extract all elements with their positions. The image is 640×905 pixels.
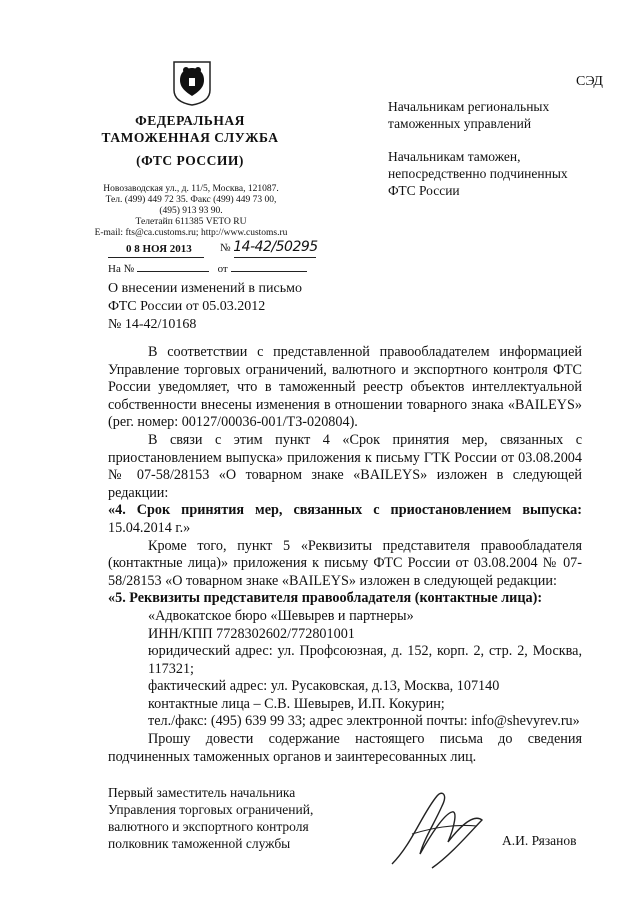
- org-line-2: ТАМОЖЕННАЯ СЛУЖБА: [101, 130, 279, 145]
- bold-text: «4. Срок принятия мер, связанных с приостановлением выпуска:: [108, 502, 582, 519]
- letter-subject: [108, 280, 302, 334]
- registration-date: 0 8 НОЯ 2013: [126, 243, 192, 255]
- detail-line: юридический адрес: ул. Профсоюзная, д. 152, корп. 2, стр. 2, Москва, 117321;: [148, 643, 582, 677]
- subject-line: № 14-42/10168: [108, 317, 197, 332]
- registration-line: [108, 239, 318, 259]
- handwritten-number: 14-42/50295: [233, 239, 318, 255]
- subject-line: ФТС России от 05.03.2012: [108, 299, 266, 314]
- detail-line: фактический адрес: ул. Русаковская, д.13, Москва, 107140: [148, 678, 500, 695]
- detail-line: тел./факс: (495) 639 99 33; адрес электронной почты: info@shevyrev.ru»: [148, 713, 580, 730]
- organization-name: [100, 112, 280, 169]
- phone-2: (495) 913 93 90.: [159, 206, 223, 216]
- signature-row: [108, 784, 582, 884]
- text: 15.04.2014 г.»: [108, 519, 191, 536]
- detail-line: контактные лица – С.В. Шевырев, И.П. Кокурин;: [148, 695, 445, 712]
- bold-text: «5. Реквизиты представителя правообладателя (контактные лица):: [108, 590, 543, 607]
- handwritten-signature: [382, 784, 492, 874]
- email: E-mail: fts@ca.customs.ru; http://www.customs.ru: [94, 228, 288, 238]
- paragraph: [108, 502, 582, 537]
- sed-stamp: СЭД: [576, 74, 603, 89]
- letter-body: [108, 344, 582, 766]
- paragraph: [108, 590, 582, 608]
- phone: Тел. (499) 449 72 35. Факс (499) 449 73 00,: [105, 195, 277, 205]
- position-line: Управления торговых ограничений,: [108, 802, 314, 818]
- recipient: Начальникам таможен, непосредственно подчиненных ФТС России: [388, 149, 568, 198]
- org-line-1: ФЕДЕРАЛЬНАЯ: [135, 113, 245, 128]
- subject-line: О внесении изменений в письмо: [108, 281, 302, 296]
- na-label: На №: [108, 263, 135, 275]
- letter-main: [108, 344, 582, 884]
- number-label: №: [220, 242, 231, 254]
- paragraph: В связи с этим пункт 4 «Срок принятия мер, связанных с приостановлением выпуска» приложения к письму ГТК России от 03.08.2004 № 07-58/28153 «О товарном знаке «BAILEYS» изложен в следующей редакции:: [108, 431, 582, 501]
- position-line: полковник таможенной службы: [108, 836, 291, 852]
- recipient: Начальникам региональных таможенных управлений: [388, 99, 550, 131]
- signatory-position: [108, 784, 348, 852]
- coat-of-arms-emblem: [172, 60, 212, 106]
- paragraph: Прошу довести содержание настоящего письма до сведения подчиненных таможенных органов и заинтересованных лиц.: [108, 731, 582, 765]
- ot-label: от: [217, 263, 228, 275]
- registration-number: [220, 241, 318, 255]
- paragraph: Кроме того, пункт 5 «Реквизиты представителя правообладателя (контактные лица)» приложения к письму ФТС России от 03.08.2004 № 07-58/28153 «О товарном знаке «BAILEYS» изложен в следующей редакции:: [108, 537, 582, 589]
- org-abbreviation: (ФТС РОССИИ): [136, 153, 244, 168]
- reference-line: [108, 263, 328, 276]
- org-contacts: [86, 184, 296, 239]
- paragraph: В соответствии с представленной правообладателем информацией Управление торговых ограничений, валютного и экспортного контроля ФТС России уведомляет, что в таможенный реестр объектов интеллектуальной собственности внесены изменения в отношении товарного знака «BAILEYS» (рег. номер: 00127/00036-001/ТЗ-020804).: [108, 344, 582, 431]
- recipients: [388, 98, 588, 215]
- address: Новозаводская ул., д. 11/5, Москва, 121087.: [103, 184, 279, 194]
- position-line: Первый заместитель начальника: [108, 785, 296, 801]
- detail-line: «Адвокатское бюро «Шевырев и партнеры»: [148, 607, 414, 624]
- detail-line: ИНН/КПП 7728302602/772801001: [148, 625, 355, 642]
- position-line: валютного и экспортного контроля: [108, 819, 309, 835]
- signatory-name: А.И. Рязанов: [502, 833, 577, 849]
- teletype: Телетайп 611385 VETO RU: [135, 217, 247, 227]
